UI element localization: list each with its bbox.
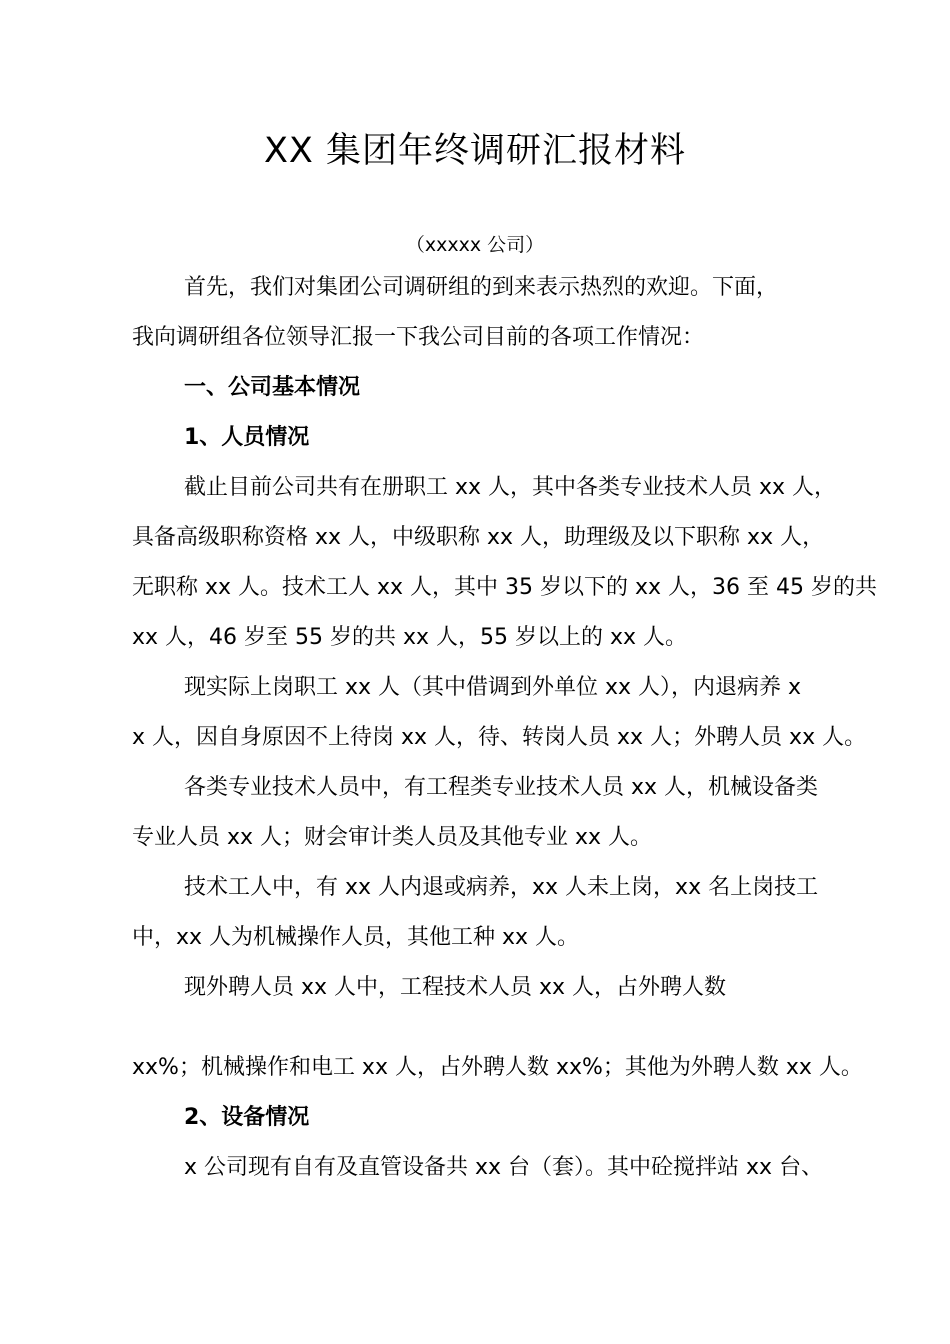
paragraph-line: xx 人，46 岁至 55 岁的共 xx 人，55 岁以上的 xx 人。 (132, 625, 688, 650)
company-subtitle: （xxxxx 公司） (405, 234, 545, 256)
document-title: XX 集团年终调研汇报材料 (263, 131, 687, 171)
paragraph-line: 各类专业技术人员中，有工程类专业技术人员 xx 人，机械设备类 (184, 775, 819, 800)
paragraph-line: x 人，因自身原因不上待岗 xx 人，待、转岗人员 xx 人；外聘人员 xx 人。 (132, 725, 867, 750)
section-heading: 一、公司基本情况 (184, 375, 361, 400)
subsection-heading: 1、人员情况 (184, 425, 310, 450)
paragraph-line: x 公司现有自有及直管设备共 xx 台（套）。其中砼搅拌站 xx 台、 (184, 1155, 824, 1180)
paragraph-line: 无职称 xx 人。技术工人 xx 人，其中 35 岁以下的 xx 人，36 至 45 岁的共 (132, 575, 878, 600)
paragraph-line: 截止目前公司共有在册职工 xx 人，其中各类专业技术人员 xx 人， (184, 475, 837, 500)
paragraph-line: 具备高级职称资格 xx 人，中级职称 xx 人，助理级及以下职称 xx 人， (132, 525, 825, 550)
paragraph-line: 我向调研组各位领导汇报一下我公司目前的各项工作情况： (132, 325, 705, 350)
paragraph-line: 现实际上岗职工 xx 人（其中借调到外单位 xx 人），内退病养 x (184, 675, 802, 700)
paragraph-line: xx%；机械操作和电工 xx 人，占外聘人数 xx%；其他为外聘人数 xx 人。 (132, 1055, 863, 1080)
paragraph-line: 专业人员 xx 人；财会审计类人员及其他专业 xx 人。 (132, 825, 653, 850)
paragraph-line: 中，xx 人为机械操作人员，其他工种 xx 人。 (132, 925, 580, 950)
paragraph-line: 技术工人中，有 xx 人内退或病养，xx 人未上岗，xx 名上岗技工 (184, 875, 819, 900)
paragraph-line: 现外聘人员 xx 人中，工程技术人员 xx 人，占外聘人数 (184, 975, 727, 1000)
paragraph-line: 首先，我们对集团公司调研组的到来表示热烈的欢迎。下面， (184, 275, 779, 300)
subsection-heading: 2、设备情况 (184, 1105, 310, 1130)
